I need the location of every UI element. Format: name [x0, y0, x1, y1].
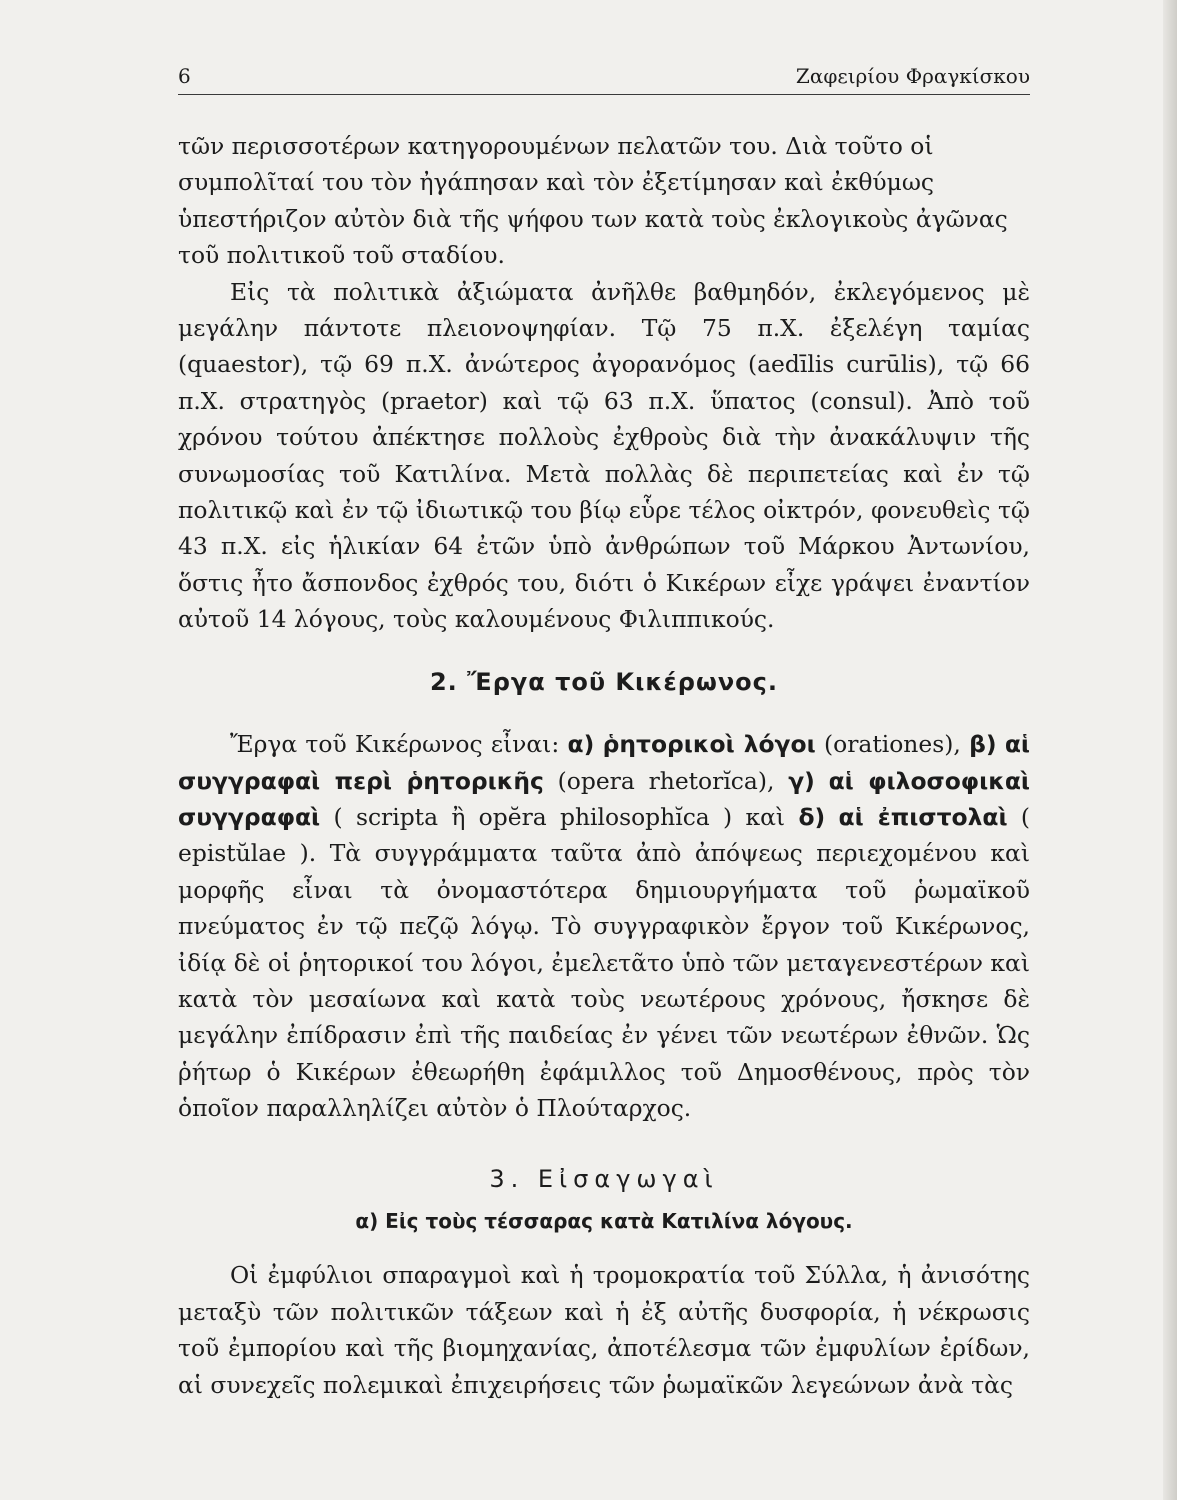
section-heading-introductions: 3. Εἰσαγωγαὶ [489, 1164, 719, 1193]
works-description: Τὰ συγγράμματα ταῦτα ἀπὸ ἀπόψεως περιεχομένου καὶ μορφῆς εἶναι τὰ ὀνομαστότερα δημιουργήματα τοῦ ῥωμαϊκοῦ πνεύματος ἐν τῷ πεζῷ λόγῳ. Τὸ συγγραφικὸν ἔργον τοῦ Κικέρωνος, ἰδίᾳ δὲ οἱ ῥητορικοί του λόγοι, ἐμελετᾶτο ὑπὸ τῶν μεταγενεστέρων καὶ κατὰ τὸν μεσαίωνα καὶ κατὰ τοὺς νεωτέρους χρόνους, ἤσκησε δὲ μεγάλην ἐπίδρασιν ἐπὶ τῆς παιδείας ἐν γένει τῶν νεωτέρων ἐθνῶν. Ὡς ῥήτωρ ὁ Κικέρων ἐθεωρήθη ἐφάμιλλος τοῦ Δημοσθένους, πρὸς τὸν ὁποῖον παραλληλίζει αὐτὸν ὁ Πλούταρχος. [178, 839, 1030, 1123]
list-mark-c: γ) [788, 766, 815, 795]
paragraph-catiline-context: Οἱ ἐμφύλιοι σπαραγμοὶ καὶ ἡ τρομοκρατία τοῦ Σύλλα, ἡ ἀνισότης μεταξὺ τῶν πολιτικῶν τάξεων καὶ ἡ ἐξ αὐτῆς δυσφορία, ἡ νέκρωσις τοῦ ἐμπορίου καὶ τῆς βιομηχανίας, ἀποτέλεσμα τῶν ἐμφυλίων ἐρίδων, αἱ συνεχεῖς πολεμικαὶ ἐπιχειρήσεις τῶν ῥωμαϊκῶν λεγεώνων ἀνὰ τὰς [178, 1261, 1030, 1399]
section-heading-works: 2. Ἔργα τοῦ Κικέρωνος. [429, 667, 779, 696]
running-title: Ζαφειρίου Φραγκίσκου [795, 64, 1030, 88]
list-mark-d: δ) [798, 802, 826, 831]
running-head [178, 60, 1030, 95]
work-type-orations: ῥητορικοὶ λόγοι [602, 730, 816, 759]
conjunction-and: καὶ [745, 802, 786, 831]
work-type-letters: αἱ ἐπιστολαὶ [838, 802, 1008, 831]
list-mark-b: β) [969, 730, 997, 759]
paragraph-works [178, 726, 1030, 1126]
latin-orations: (orationes), [824, 730, 961, 759]
subheading-catiline: α) Εἰς τοὺς τέσσαρας κατὰ Κατιλίνα λόγους. [355, 1208, 853, 1233]
page-edge-shadow [1163, 0, 1177, 1500]
paragraph-continuation: τῶν περισσοτέρων κατηγορουμένων πελατῶν του. Διὰ τοῦτο οἱ συμπολῖταί του τὸν ἠγάπησαν καὶ τὸν ἐξετίμησαν καὶ ἐκθύμως ὑπεστήριζον αὐτὸν διὰ τῆς ψήφου των κατὰ τοὺς ἐκλογικοὺς ἀγῶνας τοῦ πολιτικοῦ τοῦ σταδίου. [178, 132, 1008, 270]
page-body [178, 128, 1030, 1403]
latin-philosophy: ( scripta ἢ opĕra philosophĭca ) [333, 802, 733, 831]
work-type-rhetoric: αἱ συγγραφαὶ περὶ ῥητορικῆς [178, 730, 1031, 795]
list-mark-a: α) [567, 730, 595, 759]
work-type-philosophy: αἱ φιλοσοφικαὶ συγγραφαὶ [178, 766, 1031, 831]
latin-letters: ( epistŭlae ). [178, 802, 1031, 868]
paragraph-political-career: Εἰς τὰ πολιτικὰ ἀξιώματα ἀνῆλθε βαθμηδόν, ἐκλεγόμενος μὲ μεγάλην πάντοτε πλειονοψηφίαν. Τῷ 75 π.Χ. ἐξελέγη ταμίας (quaestor), τῷ 69 π.Χ. ἀνώτερος ἀγορανόμος (aedīlis curūlis), τῷ 66 π.Χ. στρατηγὸς (praetor) καὶ τῷ 63 π.Χ. ὕπατος (consul). Ἀπὸ τοῦ χρόνου τούτου ἀπέκτησε πολλοὺς ἐχθροὺς διὰ τὴν ἀνακάλυψιν τῆς συνωμοσίας τοῦ Κατιλίνα. Μετὰ πολλὰς δὲ περιπετείας καὶ ἐν τῷ πολιτικῷ καὶ ἐν τῷ ἰδιωτικῷ του βίῳ εὗρε τέλος οἰκτρόν, φονευθεὶς τῷ 43 π.Χ. εἰς ἡλικίαν 64 ἐτῶν ὑπὸ ἀνθρώπων τοῦ Μάρκου Ἀντωνίου, ὅστις ἦτο ἄσπονδος ἐχθρός του, διότι ὁ Κικέρων εἶχε γράψει ἐναντίον αὐτοῦ 14 λόγους, τοὺς καλουμένους Φιλιππικούς. [178, 277, 1030, 634]
latin-rhetoric: (opera rhetorĭca), [557, 766, 775, 795]
page-number: 6 [178, 64, 191, 88]
works-intro: Ἔργα τοῦ Κικέρωνος εἶναι: [230, 730, 560, 759]
